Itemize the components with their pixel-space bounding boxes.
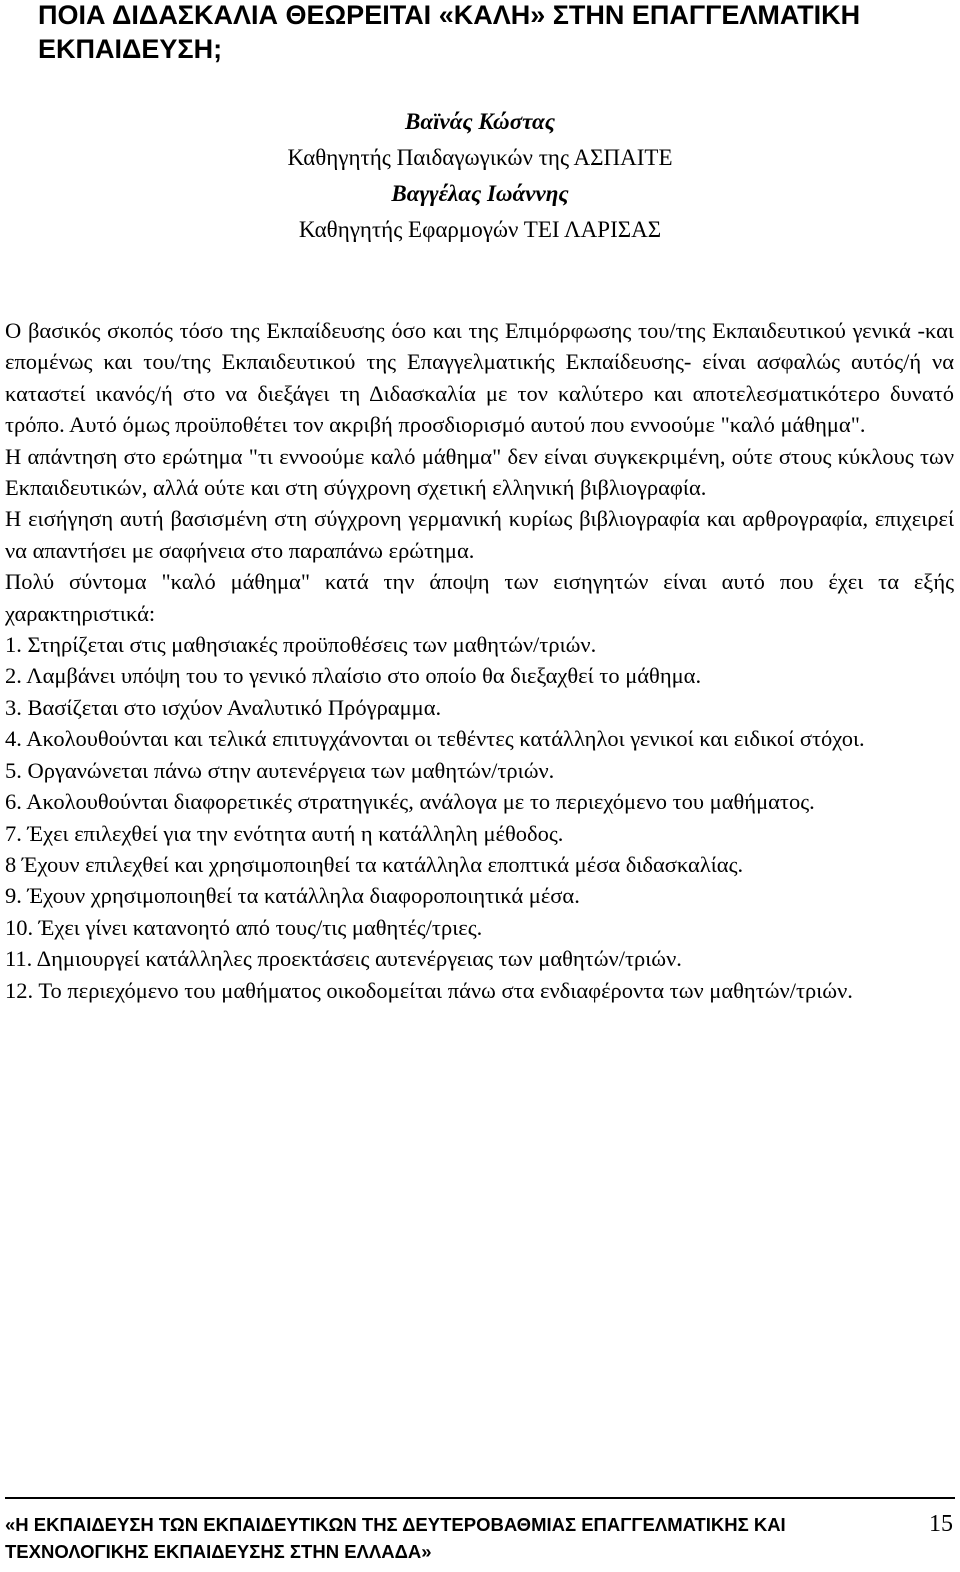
list-item: 10. Έχει γίνει κατανοητό από τους/τις μαθητές/τριες. [5, 914, 483, 940]
author-role: Καθηγητής Παιδαγωγικών της ΑΣΠΑΙΤΕ [287, 145, 673, 170]
page-title: ΠΟΙΑ ΔΙΔΑΣΚΑΛΙΑ ΘΕΩΡΕΙΤΑΙ «ΚΑΛΗ» ΣΤΗΝ ΕΠΑΓΓΕΛΜΑΤΙΚΗ ΕΚΠΑΙΔΕΥΣΗ; [38, 0, 861, 64]
list-item: 8 Έχουν επιλεχθεί και χρησιμοποιηθεί τα κατάλληλα εποπτικά μέσα διδασκαλίας. [5, 851, 744, 877]
author-name: Βαϊνάς Κώστας [405, 109, 555, 134]
footer-divider [5, 1497, 955, 1499]
body-paragraph: Ο βασικός σκοπός τόσο της Εκπαίδευσης όσο και της Επιμόρφωσης του/της Εκπαιδευτικού γενικά -και επομένως και του/της Εκπαιδευτικού της Επαγγελματικής Εκπαίδευσης- είναι ασφαλώς αυτός/ή να καταστεί ικανός/ή στο να διεξάγει τη Διδασκαλία με τον καλύτερο και αποτελεσματικότερο δυνατό τρόπο. Αυτό όμως προϋποθέτει τον ακριβή προσδιορισμό αυτού που εννοούμε "καλό μάθημα". [5, 318, 954, 438]
page-footer [5, 1511, 955, 1565]
article-body [5, 315, 954, 1006]
list-item: 5. Οργανώνεται πάνω στην αυτενέργεια των μαθητών/τριών. [5, 757, 555, 783]
list-item: 1. Στηρίζεται στις μαθησιακές προϋποθέσεις των μαθητών/τριών. [5, 632, 597, 658]
page-number: 15 [929, 1511, 953, 1537]
list-item: 4. Ακολουθούνται και τελικά επιτυγχάνονται οι τεθέντες κατάλληλοι γενικοί και ειδικοί στόχοι. [5, 726, 865, 752]
body-paragraph: Η απάντηση στο ερώτημα "τι εννοούμε καλό μάθημα" δεν είναι συγκεκριμένη, ούτε στους κύκλους των Εκπαιδευτικών, αλλά ούτε και στη σύγχρονη σχετική ελληνική βιβλιογραφία. [5, 443, 954, 501]
list-item: 9. Έχουν χρησιμοποιηθεί τα κατάλληλα διαφοροποιητικά μέσα. [5, 883, 580, 909]
list-item: 6. Ακολουθούνται διαφορετικές στρατηγικές, ανάλογα με το περιεχόμενο του μαθήματος. [5, 789, 815, 815]
list-item: 2. Λαμβάνει υπόψη του το γενικό πλαίσιο στο οποίο θα διεξαχθεί το μάθημα. [5, 663, 702, 689]
footer-text: «Η ΕΚΠΑΙΔΕΥΣΗ ΤΩΝ ΕΚΠΑΙΔΕΥΤΙΚΩΝ ΤΗΣ ΔΕΥΤΕΡΟΒΑΘΜΙΑΣ ΕΠΑΓΓΕΛΜΑΤΙΚΗΣ ΚΑΙ ΤΕΧΝΟΛΟΓΙΚΗΣ ΕΚΠΑΙΔΕΥΣΗΣ ΣΤΗΝ ΕΛΛΑΔΑ» [5, 1514, 786, 1562]
list-item: 12. Το περιεχόμενο του μαθήματος οικοδομείται πάνω στα ενδιαφέροντα των μαθητών/τριών. [5, 977, 853, 1003]
list-item: 7. Έχει επιλεχθεί για την ενότητα αυτή η κατάλληλη μέθοδος. [5, 820, 564, 846]
body-paragraph: Η εισήγηση αυτή βασισμένη στη σύγχρονη γερμανική κυρίως βιβλιογραφία και αρθρογραφία, επιχειρεί να απαντήσει με σαφήνεια στο παραπάνω ερώτημα. [5, 506, 954, 563]
authors-block [0, 104, 960, 248]
body-paragraph: Πολύ σύντομα "καλό μάθημα" κατά την άποψη των εισηγητών είναι αυτό που έχει τα εξής χαρακτηριστικά: [5, 569, 954, 626]
author-role: Καθηγητής Εφαρμογών ΤΕΙ ΛΑΡΙΣΑΣ [298, 217, 662, 242]
list-item: 3. Βασίζεται στο ισχύον Αναλυτικό Πρόγραμμα. [5, 694, 442, 720]
list-item: 11. Δημιουργεί κατάλληλες προεκτάσεις αυτενέργειας των μαθητών/τριών. [5, 946, 682, 972]
characteristics-list [5, 629, 954, 1006]
author-name: Βαγγέλας Ιωάννης [391, 181, 569, 206]
